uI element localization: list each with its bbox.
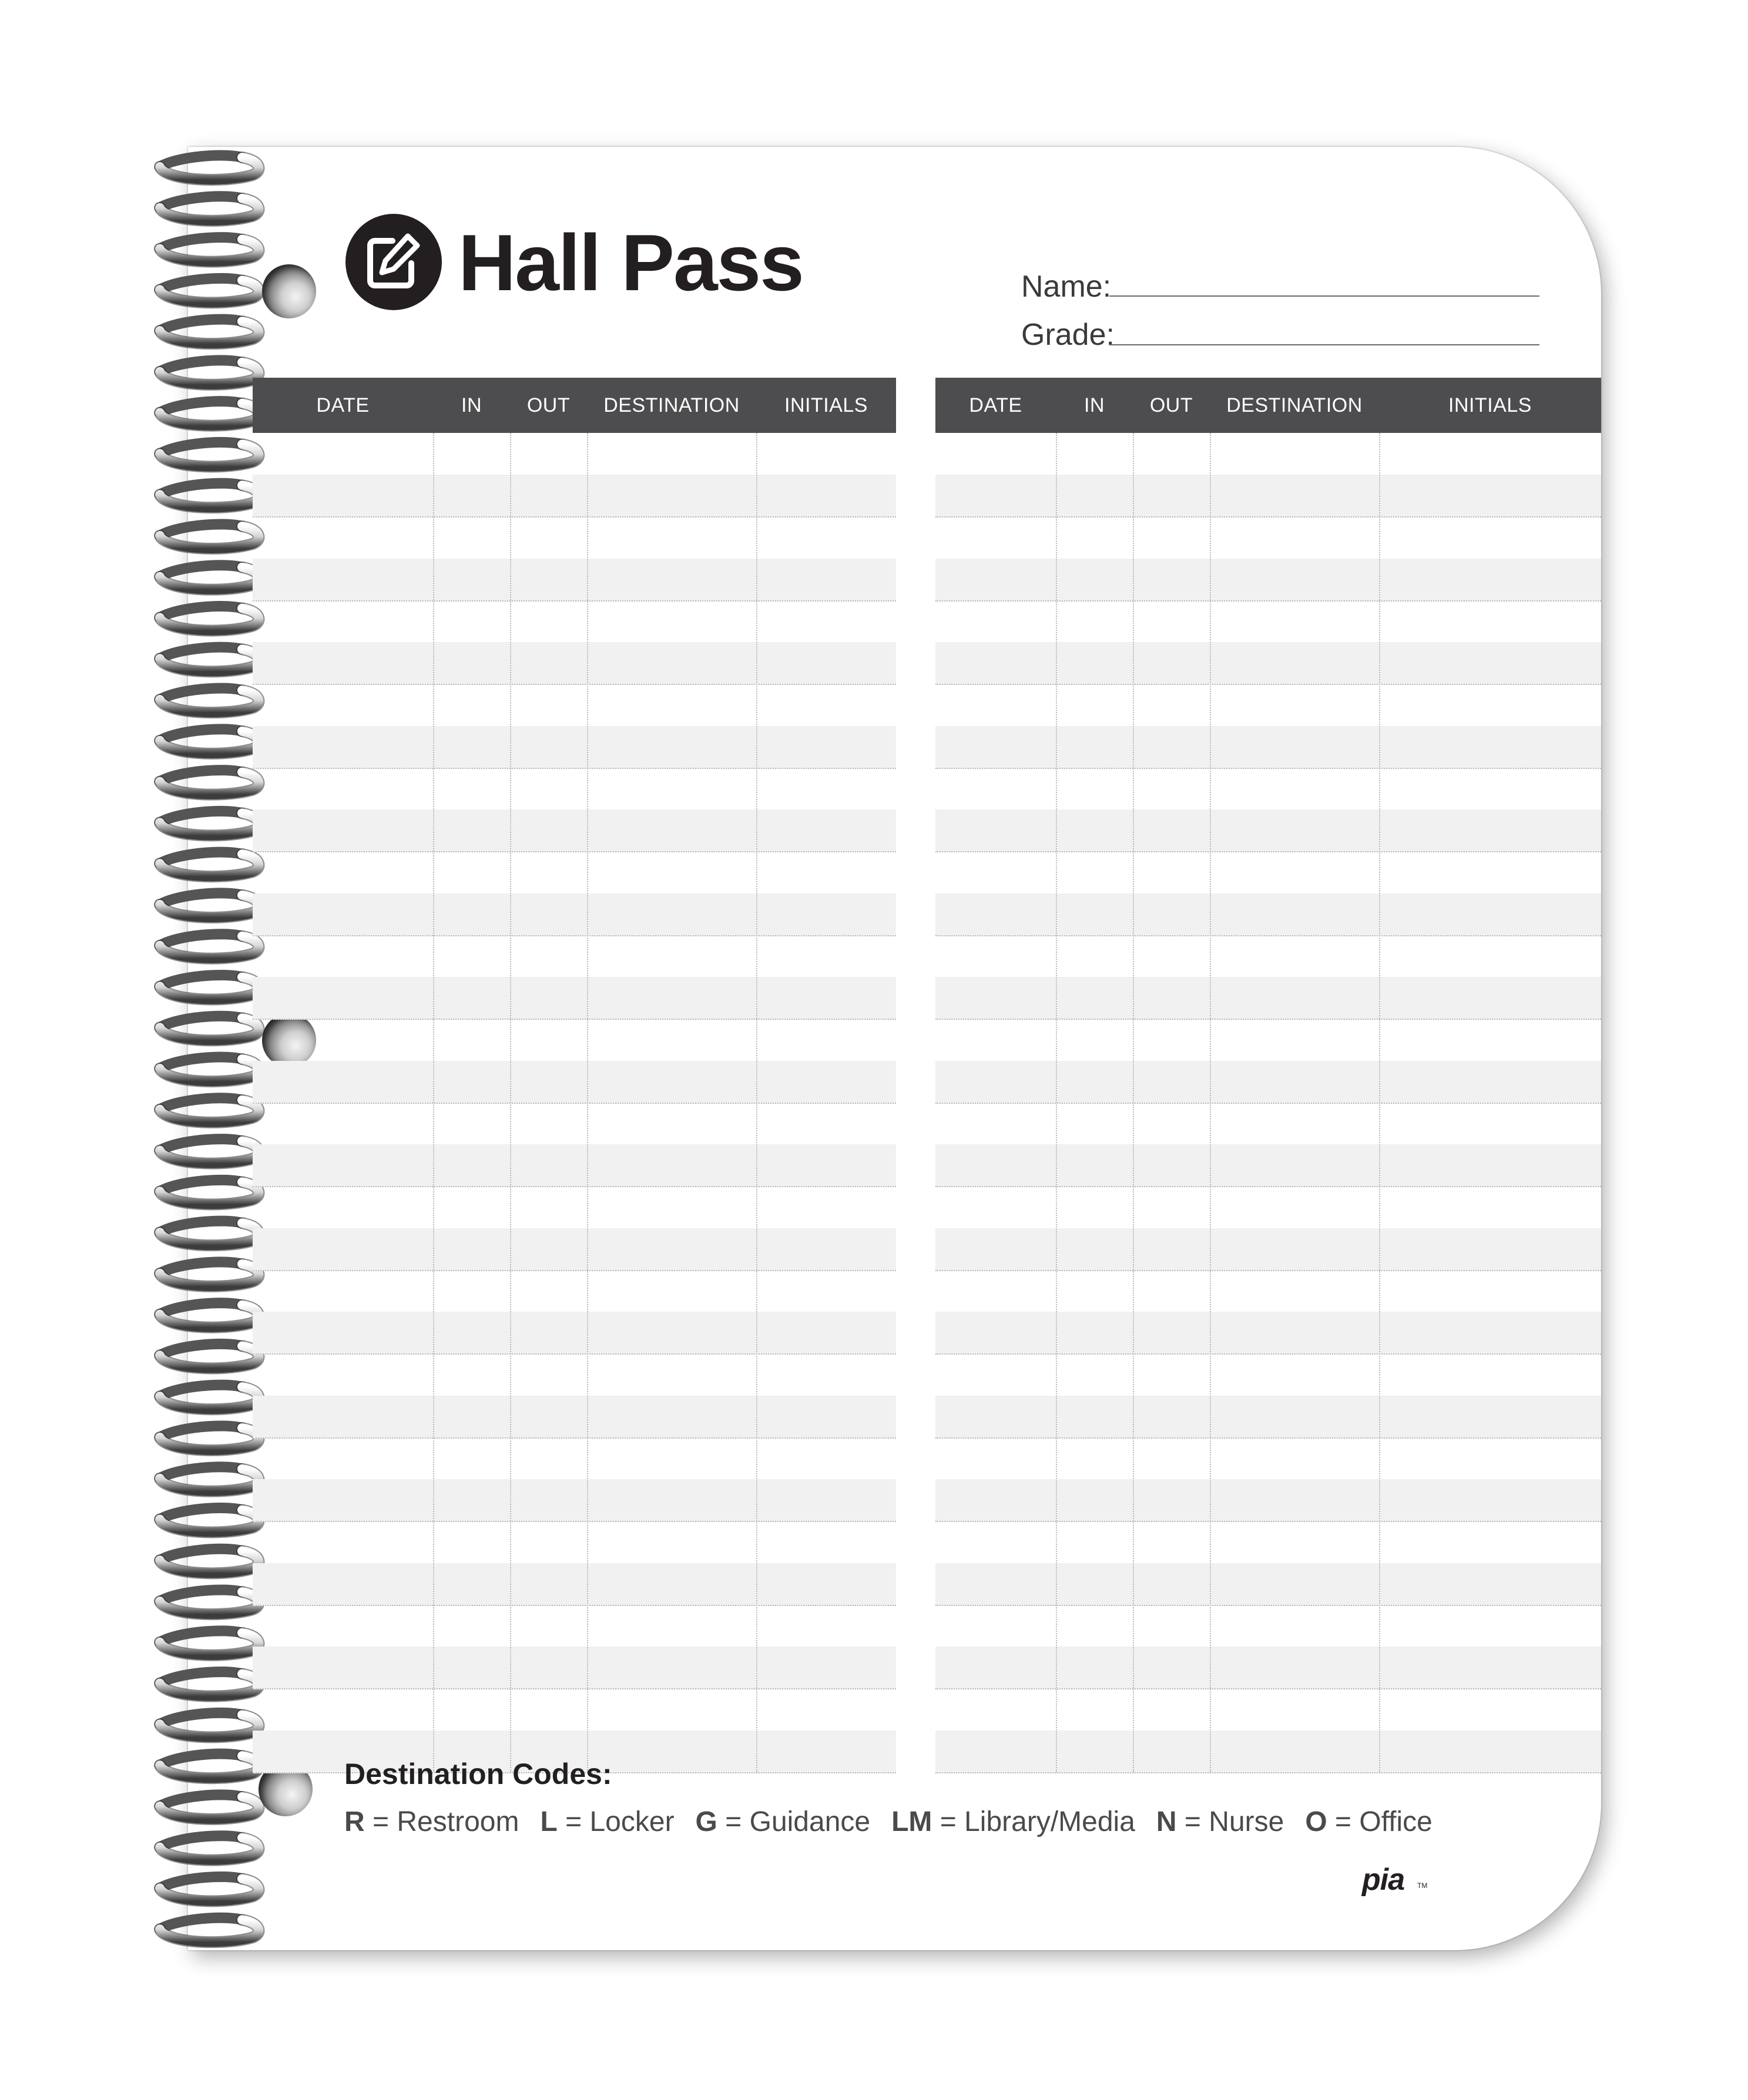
table-body — [935, 433, 1601, 1772]
spiral-coil — [160, 1713, 259, 1738]
column-divider — [1379, 433, 1380, 1772]
spiral-coil — [160, 360, 259, 385]
table-row[interactable] — [935, 768, 1601, 811]
code-letter: O — [1305, 1806, 1327, 1837]
column-divider — [587, 433, 588, 1772]
spiral-coil — [160, 442, 259, 467]
code-library-media — [891, 1803, 1135, 1841]
table-row[interactable] — [935, 684, 1601, 727]
table-row[interactable] — [935, 600, 1601, 643]
spiral-coil — [160, 729, 259, 754]
spiral-coil — [160, 1508, 259, 1533]
page-title: Hall Pass — [458, 218, 803, 307]
table-row[interactable] — [935, 1605, 1601, 1648]
table-row[interactable] — [253, 1019, 896, 1062]
spiral-coil — [160, 852, 259, 877]
table-row[interactable] — [253, 475, 896, 518]
spiral-coil — [160, 1303, 259, 1328]
table-row[interactable] — [253, 600, 896, 643]
table-row[interactable] — [935, 1521, 1601, 1564]
column-header-in: IN — [1084, 394, 1105, 416]
table-row[interactable] — [935, 1187, 1601, 1229]
column-header-initials: INITIALS — [1448, 394, 1532, 416]
table-row[interactable] — [253, 1270, 896, 1313]
table-row[interactable] — [253, 1354, 896, 1397]
table-row[interactable] — [935, 1396, 1601, 1439]
code-letter: LM — [891, 1806, 932, 1837]
table-row[interactable] — [935, 977, 1601, 1020]
table-row[interactable] — [935, 1019, 1601, 1062]
table-row[interactable] — [935, 1731, 1601, 1773]
code-description: = Office — [1335, 1806, 1432, 1837]
spiral-coil — [160, 1918, 259, 1943]
punched-hole — [262, 264, 316, 318]
table-row[interactable] — [253, 1187, 896, 1229]
column-divider — [1056, 433, 1057, 1772]
table-row[interactable] — [253, 977, 896, 1020]
spiral-coil — [160, 647, 259, 672]
hall-pass-log-left — [253, 378, 896, 1772]
table-row[interactable] — [253, 1563, 896, 1606]
destination-codes-title: Destination Codes: — [344, 1758, 612, 1790]
table-row[interactable] — [253, 517, 896, 560]
brand-trademark: TM — [1417, 1881, 1428, 1890]
column-header-destination: DESTINATION — [603, 394, 740, 416]
spiral-coil — [160, 1344, 259, 1369]
name-field-line[interactable] — [1109, 295, 1539, 297]
table-row[interactable] — [935, 642, 1601, 685]
table-header — [935, 378, 1601, 433]
grade-field-line[interactable] — [1109, 344, 1539, 345]
code-letter: N — [1156, 1806, 1177, 1837]
table-row[interactable] — [935, 1103, 1601, 1145]
table-row[interactable] — [935, 1228, 1601, 1271]
spiral-coil — [160, 1385, 259, 1410]
table-row[interactable] — [935, 726, 1601, 769]
table-row[interactable] — [253, 642, 896, 685]
table-header — [253, 378, 896, 433]
spiral-coil — [160, 1180, 259, 1205]
column-divider — [1210, 433, 1211, 1772]
spiral-coil — [160, 1877, 259, 1901]
table-row[interactable] — [935, 517, 1601, 560]
brand-logo: pia — [1362, 1863, 1405, 1897]
table-row[interactable] — [935, 1689, 1601, 1732]
code-nurse — [1156, 1803, 1284, 1841]
spiral-coil — [160, 1631, 259, 1655]
code-letter: R — [344, 1806, 365, 1837]
table-row[interactable] — [253, 726, 896, 769]
table-row[interactable] — [253, 893, 896, 936]
spiral-coil — [160, 1221, 259, 1246]
spiral-coil — [160, 811, 259, 836]
table-row[interactable] — [935, 1312, 1601, 1355]
spiral-coil — [160, 1795, 259, 1819]
table-row[interactable] — [253, 1521, 896, 1564]
table-row[interactable] — [935, 1437, 1601, 1480]
spiral-coil — [160, 1139, 259, 1164]
table-row[interactable] — [253, 1605, 896, 1648]
code-office — [1305, 1803, 1432, 1841]
table-row[interactable] — [935, 935, 1601, 978]
spiral-coil — [160, 1549, 259, 1574]
spiral-coil — [160, 934, 259, 959]
spiral-coil — [160, 196, 259, 221]
column-header-in: IN — [461, 394, 482, 416]
table-row[interactable] — [253, 935, 896, 978]
spiral-coil — [160, 893, 259, 918]
column-header-initials: INITIALS — [784, 394, 868, 416]
table-row[interactable] — [253, 1103, 896, 1145]
code-guidance — [696, 1803, 871, 1841]
spiral-coil — [160, 1672, 259, 1696]
spiral-coil — [160, 237, 259, 262]
table-row[interactable] — [253, 809, 896, 852]
table-row[interactable] — [253, 1647, 896, 1689]
table-row[interactable] — [935, 1647, 1601, 1689]
table-row[interactable] — [935, 1354, 1601, 1397]
spiral-coil — [160, 1016, 259, 1041]
code-locker — [540, 1803, 674, 1841]
spiral-coil — [160, 1467, 259, 1491]
column-header-destination: DESTINATION — [1226, 394, 1363, 416]
spiral-coil — [160, 483, 259, 508]
spiral-coil — [160, 1754, 259, 1779]
table-row[interactable] — [935, 809, 1601, 852]
table-row[interactable] — [935, 1270, 1601, 1313]
table-row[interactable] — [253, 1479, 896, 1522]
spiral-coil — [160, 1590, 259, 1615]
code-description: = Restroom — [373, 1806, 519, 1837]
table-row[interactable] — [935, 893, 1601, 936]
table-row[interactable] — [253, 1061, 896, 1104]
table-row[interactable] — [935, 433, 1601, 476]
spiral-coil — [160, 1836, 259, 1860]
code-description: = Nurse — [1184, 1806, 1284, 1837]
code-description: = Guidance — [725, 1806, 871, 1837]
column-divider — [433, 433, 434, 1772]
column-divider — [756, 433, 757, 1772]
column-divider — [510, 433, 511, 1772]
spiral-coil — [160, 401, 259, 426]
column-divider — [1133, 433, 1134, 1772]
grade-label: Grade: — [1021, 318, 1115, 352]
column-header-date: DATE — [316, 394, 370, 416]
spiral-coil — [160, 524, 259, 549]
table-row[interactable] — [935, 1144, 1601, 1187]
edit-square-pencil-icon — [345, 214, 442, 310]
spiral-coil — [160, 1262, 259, 1286]
table-row[interactable] — [935, 1061, 1601, 1104]
table-row[interactable] — [935, 1479, 1601, 1522]
column-header-out: OUT — [1149, 394, 1193, 416]
spiral-coil — [160, 320, 259, 344]
table-row[interactable] — [253, 1396, 896, 1439]
spiral-coil — [160, 156, 259, 180]
spiral-coil — [160, 606, 259, 631]
hall-pass-log-right — [935, 378, 1601, 1772]
table-row[interactable] — [253, 1228, 896, 1271]
table-row[interactable] — [253, 852, 896, 895]
table-row[interactable] — [935, 475, 1601, 518]
spiral-coil — [160, 1098, 259, 1123]
column-header-date: DATE — [969, 394, 1022, 416]
table-body — [253, 433, 896, 1772]
spiral-coil — [160, 1426, 259, 1450]
spiral-coil — [160, 770, 259, 795]
table-row[interactable] — [253, 559, 896, 602]
code-description: = Library/Media — [940, 1806, 1135, 1837]
spiral-coil — [160, 975, 259, 1000]
code-description: = Locker — [565, 1806, 675, 1837]
table-row[interactable] — [253, 1437, 896, 1480]
table-row[interactable] — [253, 1689, 896, 1732]
spiral-coil — [160, 565, 259, 590]
code-letter: L — [540, 1806, 558, 1837]
table-row[interactable] — [253, 684, 896, 727]
spiral-coil — [160, 278, 259, 303]
code-restroom — [344, 1803, 519, 1841]
spiral-coil — [160, 688, 259, 713]
spiral-coil — [160, 1057, 259, 1082]
column-header-out: OUT — [526, 394, 571, 416]
destination-codes-legend — [344, 1803, 1454, 1841]
table-row[interactable] — [253, 433, 896, 476]
table-row[interactable] — [935, 559, 1601, 602]
table-row[interactable] — [253, 768, 896, 811]
table-row[interactable] — [935, 1563, 1601, 1606]
table-row[interactable] — [253, 1144, 896, 1187]
table-row[interactable] — [935, 852, 1601, 895]
name-label: Name: — [1021, 270, 1112, 304]
code-letter: G — [695, 1806, 717, 1837]
table-row[interactable] — [253, 1312, 896, 1355]
